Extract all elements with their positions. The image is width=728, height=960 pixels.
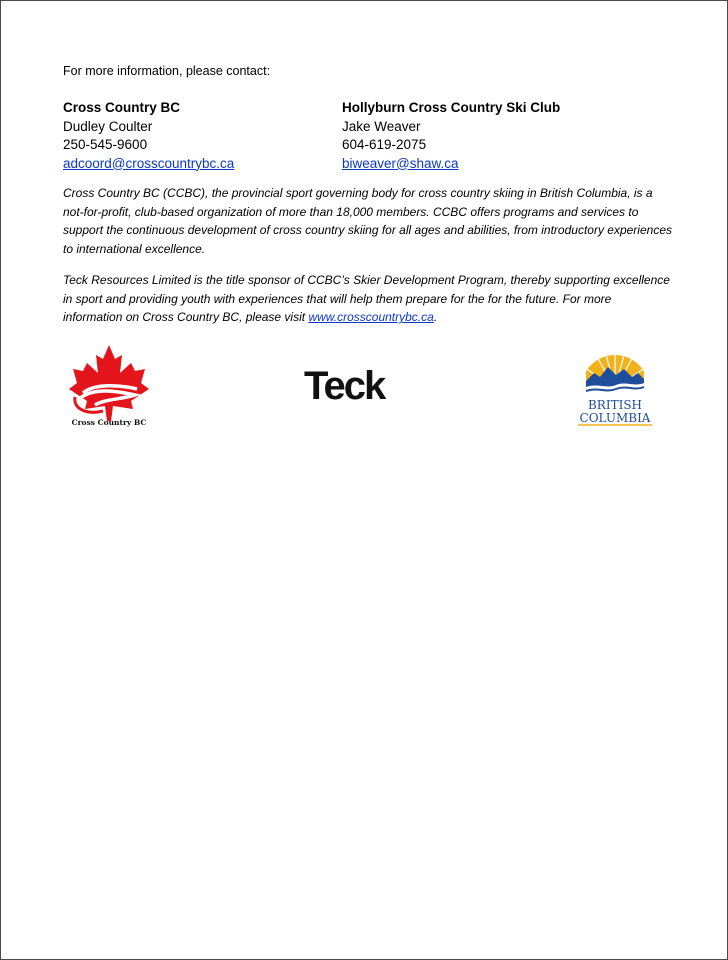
sponsor-paragraph [63, 271, 673, 327]
ccbc-logo-caption: Cross Country BC [71, 418, 147, 427]
contact-ccbc [63, 99, 234, 173]
contact-hollyburn [342, 99, 560, 173]
contact-name: Jake Weaver [342, 118, 421, 134]
bc-logo-line2: COLUMBIA [579, 411, 651, 425]
teck-wordmark [304, 363, 396, 409]
contact-org: Hollyburn Cross Country Ski Club [342, 100, 561, 115]
teck-logo-text: Teck [304, 364, 385, 408]
contact-phone: 250-545-9600 [63, 137, 148, 152]
contact-intro: For more information, please contact: [63, 64, 271, 78]
sponsor-text: Teck Resources Limited is the title sponsor of CCBC’s Skier Development Program, thereby supporting excellence in sport and providing youth with experiences that will help them prepare for the for the future. For more information on Cross Country BC, please visit [63, 273, 670, 325]
contact-phone: 604-619-2075 [342, 137, 427, 152]
contact-email-link[interactable]: biweaver@shaw.ca [342, 155, 459, 171]
maple-leaf-logo [65, 343, 153, 429]
contact-email-link[interactable]: adcoord@crosscountrybc.ca [63, 155, 235, 171]
contact-name: Dudley Coulter [63, 118, 153, 134]
website-link[interactable]: www.crosscountrybc.ca [308, 310, 434, 325]
about-paragraph: Cross Country BC (CCBC), the provincial sport governing body for cross country skiing in British Columbia, is a not-for-profit, club-based organization of more than 18,000 members. CCBC offers programs and services to support the continuous development of cross country skiing for all ages and abilities, from introductory experiences to international excellence. [63, 186, 672, 256]
british-columbia-sun-logo [566, 343, 664, 427]
bc-logo-line1: BRITISH [587, 398, 643, 412]
sponsor-text-end: . [433, 310, 438, 325]
contact-org: Cross Country BC [63, 100, 181, 115]
